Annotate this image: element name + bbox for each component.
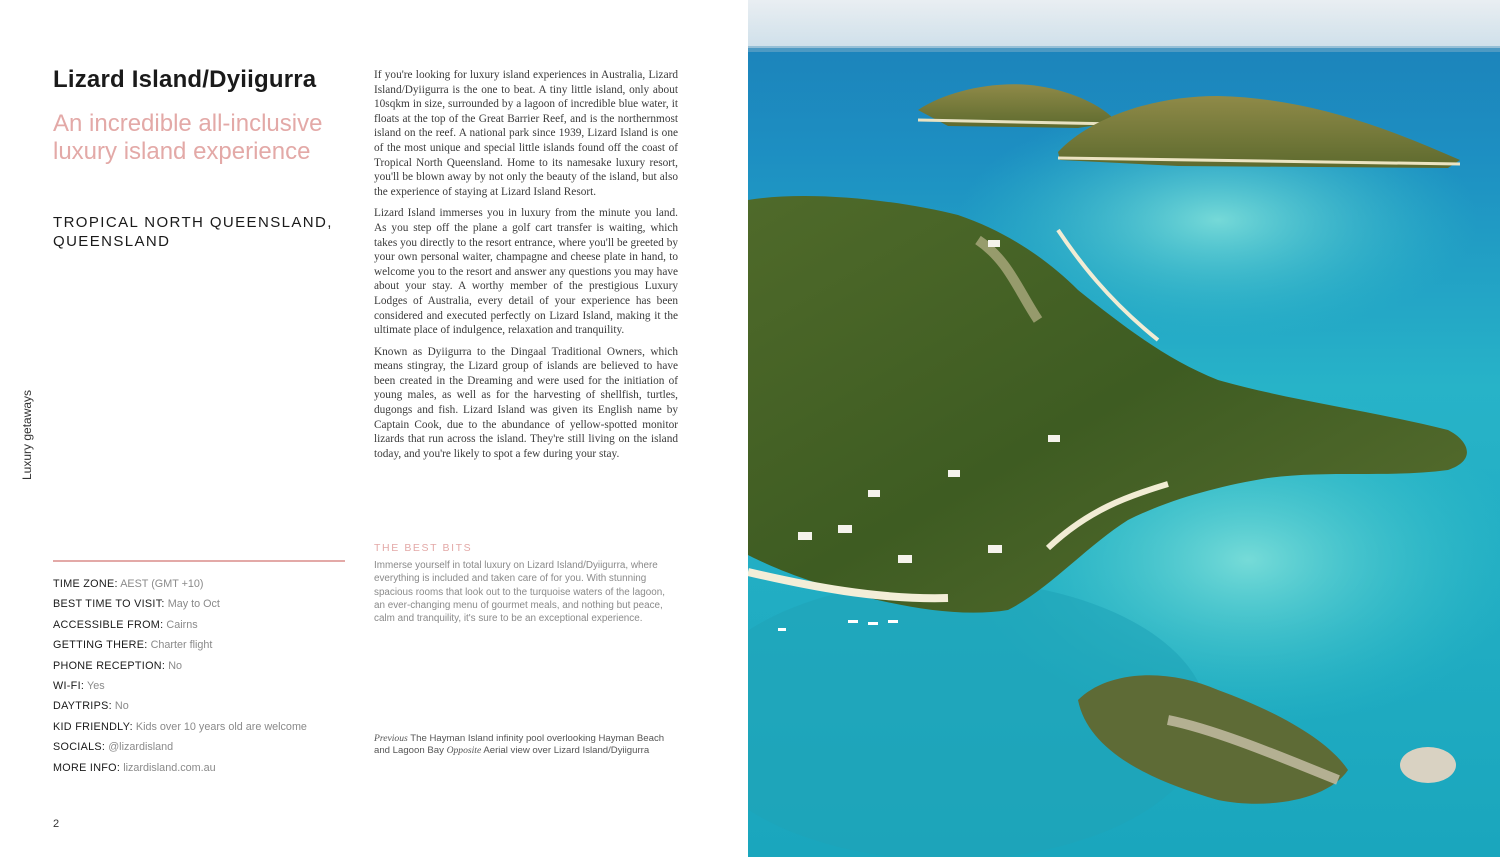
photo-caption: [374, 733, 670, 758]
fact-value: No: [114, 700, 129, 713]
caption-previous-label: Previous: [374, 733, 408, 744]
body-paragraph: Known as Dyiigurra to the Dingaal Traditional Owners, which means stingray, the Lizard group of islands are believed to have been created in the Dreaming and were used for the initiation of young males, as well as for the harvesting of shellfish, turtles, dugongs and fish. Lizard Island was given its English name by Captain Cook, due to the abundance of yellow-spotted monitor lizards that run across the island. They're still living on the island today, and you're likely to spot a few during your stay.: [374, 345, 678, 460]
fact-item: [53, 656, 353, 676]
fact-value: Yes: [87, 680, 105, 693]
body-paragraph: If you're looking for luxury island experiences in Australia, Lizard Island/Dyiigurra is the one to beat. A tiny little island, only about 10sqkm in size, surrounded by a lagoon of incredible blue water, it floats at the top of the Great Barrier Reef, and is the northernmost island on the reef. A national park since 1939, Lizard Island is one of the most unique and special little islands found off the coast of Tropical North Queensland. Home to its namesake luxury resort, you'll be blown away by not only the beauty of the island, but also the experience of staying at Lizard Island Resort.: [374, 69, 678, 198]
best-bits-text: Immerse yourself in total luxury on Lizard Island/Dyiigurra, where everything is included and taken care of for you. With stunning spacious rooms that look out to the turquoise waters of the lagoon, an ever-changing menu of gourmet meals, and nothing but peace, calm and tranquility, it's sure to be an exceptional experience.: [374, 560, 665, 625]
fact-value: Charter flight: [150, 639, 213, 652]
fact-item: [53, 574, 353, 594]
fact-value: lizardisland.com.au: [123, 761, 216, 774]
fact-label: DAYTRIPS:: [53, 700, 112, 713]
fact-label: PHONE RECEPTION:: [53, 659, 166, 672]
left-page: [0, 0, 748, 857]
fact-value: @lizardisland: [108, 741, 174, 754]
boulders: [1400, 747, 1456, 783]
fact-item: [53, 594, 353, 614]
section-tab: Luxury getaways: [20, 389, 34, 480]
facts-list: [53, 574, 353, 778]
fact-value: Cairns: [166, 618, 198, 631]
page-subtitle: An incredible all-inclusive luxury island experience: [53, 110, 323, 165]
page-title: Lizard Island/Dyiigurra: [53, 66, 317, 93]
horizon: [748, 46, 1500, 52]
fact-item: [53, 717, 353, 737]
caption-previous-text: The Hayman Island infinity pool overlooking Hayman Beach and Lagoon Bay: [374, 733, 665, 757]
caption-opposite-text: Aerial view over Lizard Island/Dyiigurra: [483, 745, 650, 757]
fact-item: [53, 737, 353, 757]
fact-item: [53, 635, 353, 655]
aerial-photo: [748, 0, 1500, 857]
facts-divider: [53, 560, 345, 562]
fact-label: BEST TIME TO VISIT:: [53, 598, 165, 611]
best-bits-heading: THE BEST BITS: [374, 542, 473, 554]
fact-item: [53, 758, 353, 778]
body-text: [374, 68, 678, 468]
fact-value: No: [168, 659, 182, 672]
fact-label: KID FRIENDLY:: [53, 720, 133, 733]
fact-label: SOCIALS:: [53, 741, 106, 754]
fact-label: ACCESSIBLE FROM:: [53, 618, 164, 631]
fact-value: Kids over 10 years old are welcome: [135, 720, 307, 733]
fact-label: TIME ZONE:: [53, 578, 118, 590]
sky: [748, 0, 1500, 48]
caption-opposite-label: Opposite: [446, 745, 482, 757]
page-number: 2: [53, 818, 60, 830]
fact-item: [53, 696, 353, 716]
fact-item: [53, 676, 353, 696]
fact-label: GETTING THERE:: [53, 639, 148, 652]
fact-value: AEST (GMT +10): [120, 578, 204, 590]
fact-value: May to Oct: [167, 598, 220, 611]
fact-item: [53, 615, 353, 635]
aerial-island-illustration: [748, 0, 1500, 857]
fact-label: MORE INFO:: [53, 761, 121, 774]
body-paragraph: Lizard Island immerses you in luxury from the minute you land. As you step off the plane a golf cart transfer is waiting, which takes you directly to the resort entrance, where you'll be greeted by your own personal waiter, champagne and cheese plate in hand, to welcome you to the resort and answer any questions you may have about your stay. A worthy member of the prestigious Luxury Lodges of Australia, every detail of your experience has been considered and executed perfectly on Lizard Island, making it the ultimate place of indulgence, relaxation and tranquility.: [374, 207, 678, 337]
fact-label: WI-FI:: [53, 680, 85, 693]
region-label: TROPICAL NORTH QUEENSLAND, QUEENSLAND: [53, 214, 333, 250]
